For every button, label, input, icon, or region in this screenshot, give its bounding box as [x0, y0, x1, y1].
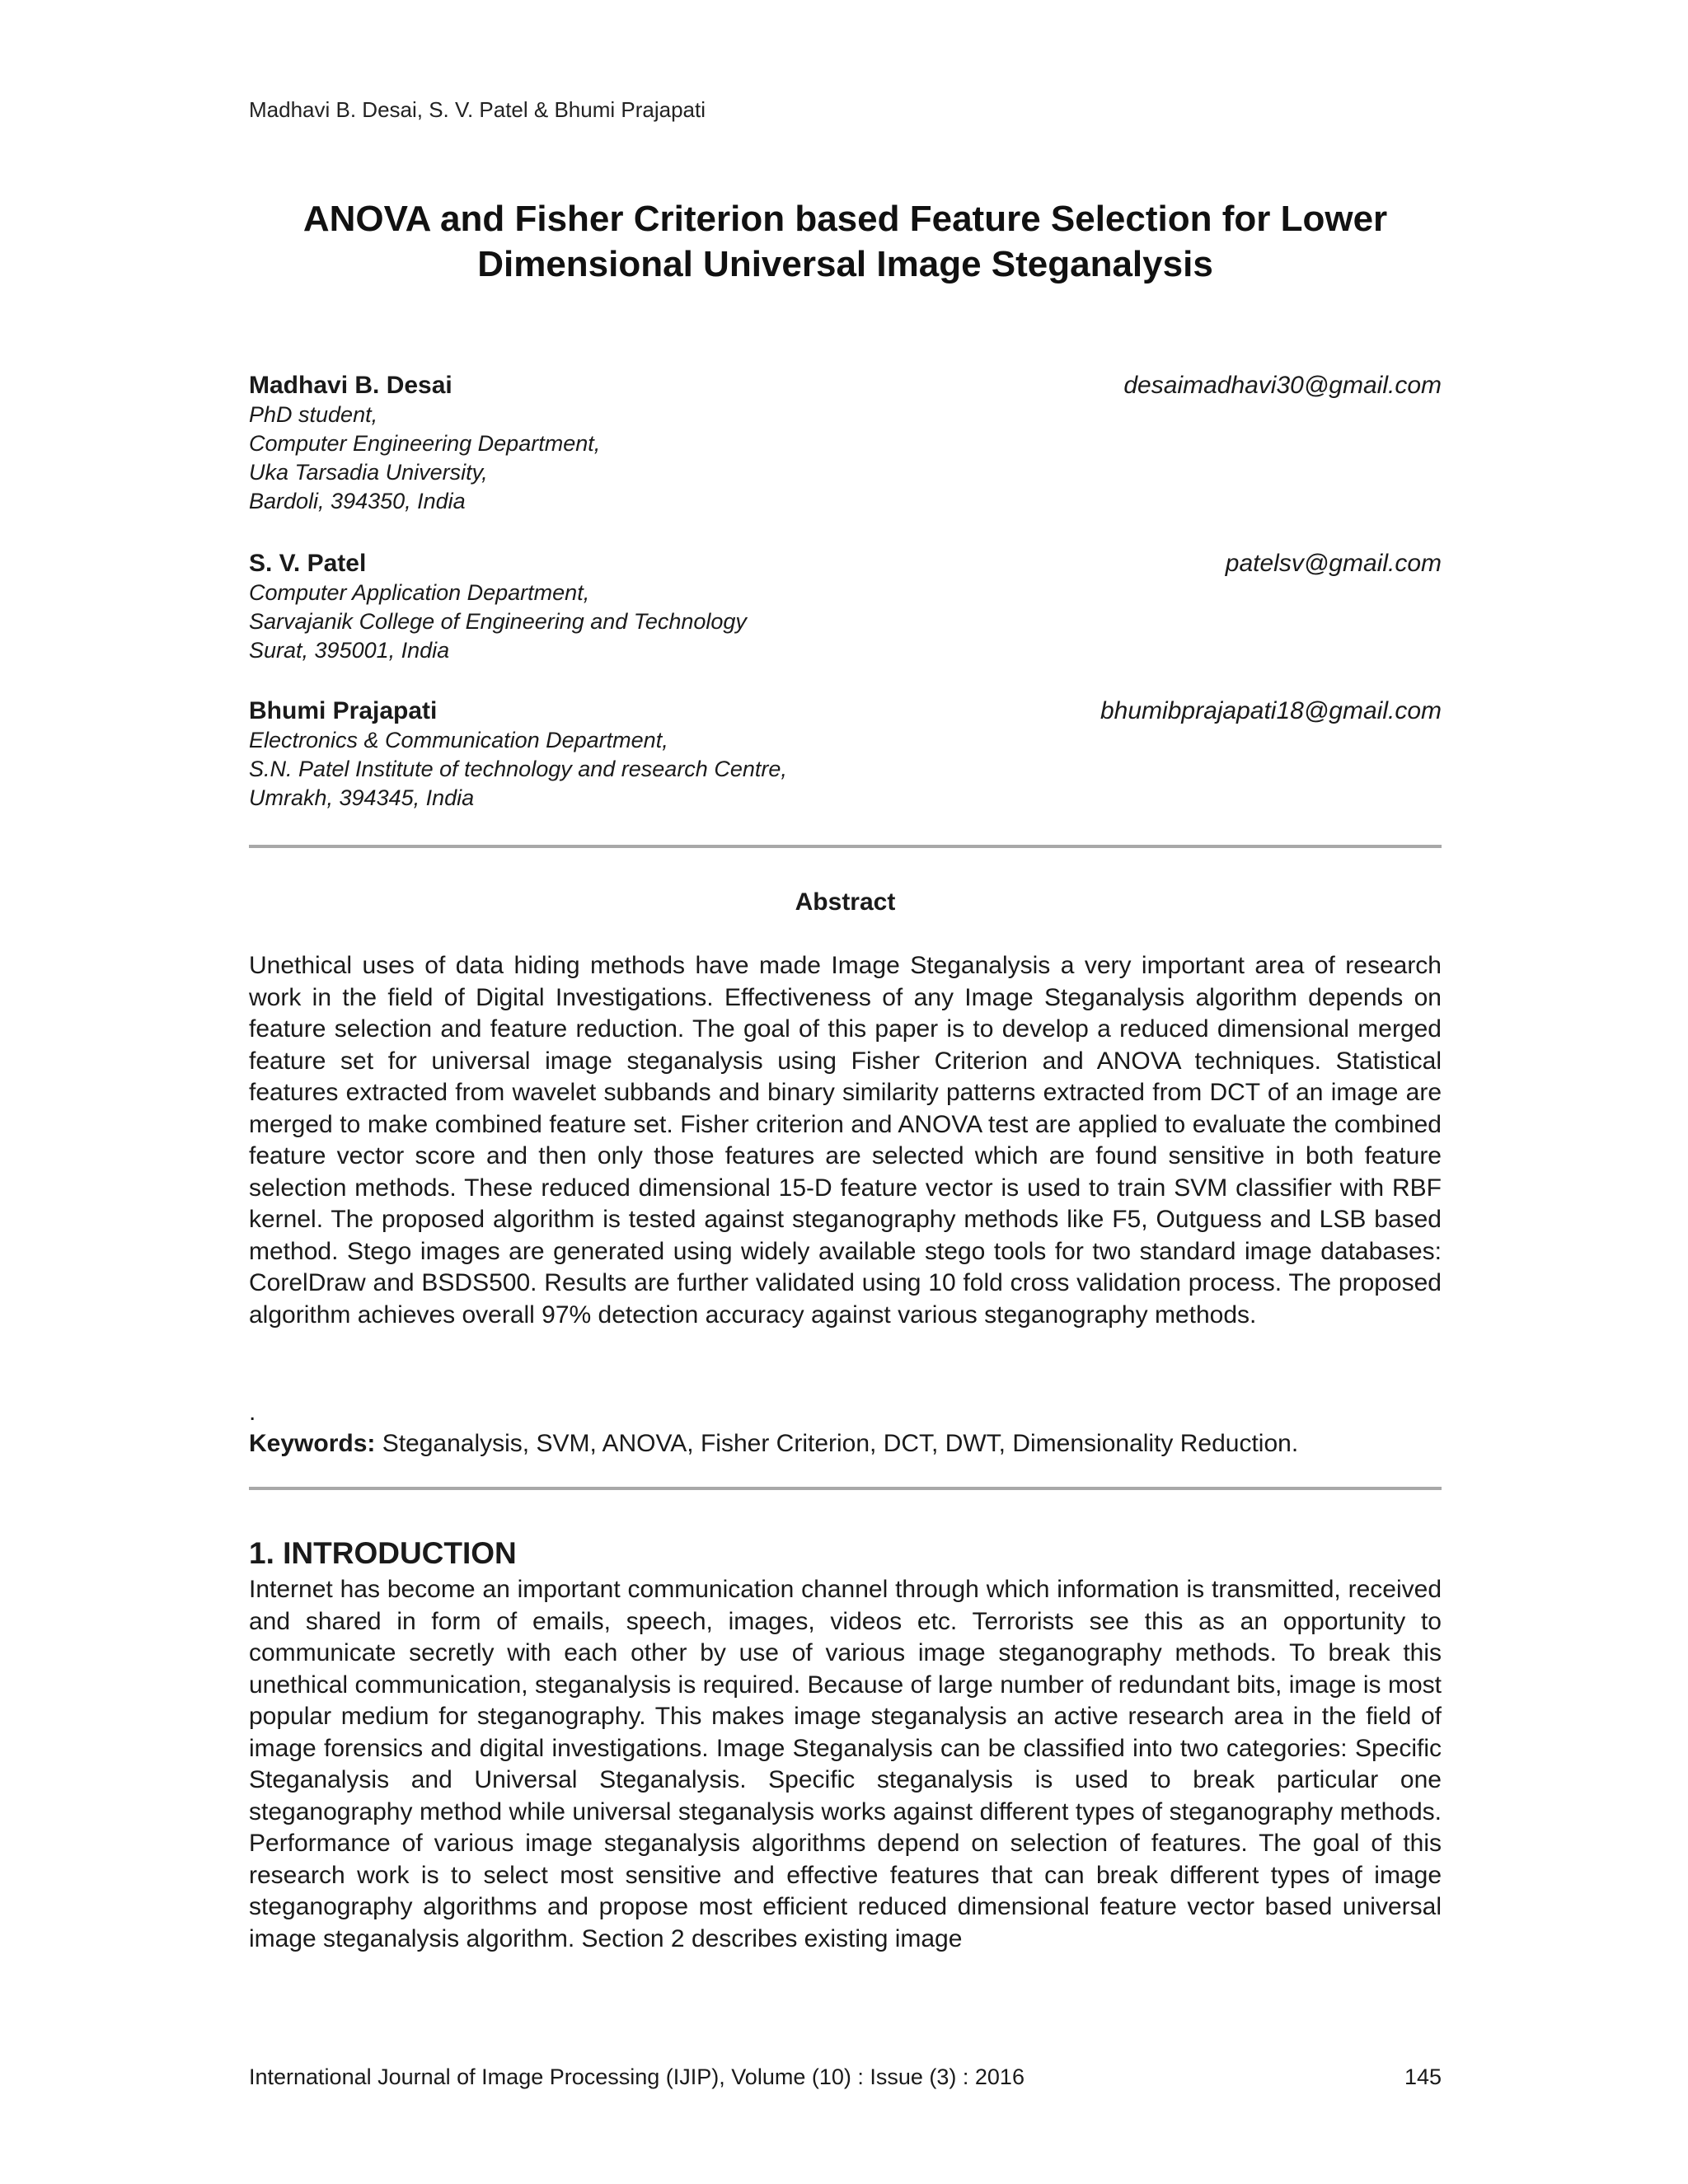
author-block-2: [249, 549, 1442, 665]
footer-journal: International Journal of Image Processing (IJIP), Volume (10) : Issue (3) : 2016: [249, 2064, 1025, 2089]
divider-top: [249, 845, 1442, 848]
affiliation-line: Uka Tarsadia University,: [249, 460, 488, 485]
affiliation-line: Electronics & Communication Department,: [249, 728, 668, 752]
keywords: [249, 1428, 1442, 1460]
running-header: Madhavi B. Desai, S. V. Patel & Bhumi Prajapati: [249, 97, 706, 122]
section-heading-introduction: 1. INTRODUCTION: [249, 1536, 517, 1570]
paper-title: ANOVA and Fisher Criterion based Feature Selection for Lower Dimensional Universal Image Steganalysis: [302, 199, 1388, 284]
affiliation-line: Umrakh, 394345, India: [249, 785, 475, 810]
affiliation-line: PhD student,: [249, 402, 378, 427]
footer-page-number: 145: [1404, 2064, 1442, 2089]
affiliation-line: Computer Engineering Department,: [249, 431, 601, 456]
abstract-heading: Abstract: [795, 888, 896, 916]
author-email: desaimadhavi30@gmail.com: [1123, 372, 1442, 399]
author-email: patelsv@gmail.com: [1225, 550, 1442, 577]
author-name: Bhumi Prajapati: [249, 697, 438, 724]
abstract-trailing-dot: .: [249, 1399, 256, 1426]
affiliation-line: Computer Application Department,: [249, 580, 590, 605]
author-email: bhumibprajapati18@gmail.com: [1100, 697, 1442, 724]
author-block-3: [249, 696, 1442, 813]
keywords-label: Keywords:: [249, 1430, 376, 1457]
author-block-1: [249, 371, 1442, 516]
keywords-text: Steganalysis, SVM, ANOVA, Fisher Criterion, DCT, DWT, Dimensionality Reduction.: [375, 1430, 1299, 1457]
affiliation-line: S.N. Patel Institute of technology and research Centre,: [249, 757, 787, 781]
abstract-text: Unethical uses of data hiding methods have made Image Steganalysis a very important area of research work in the field of Digital Investigations. Effectiveness of any Image Steganalysis algorithm depends on feature selection and feature reduction. The goal of this paper is to develop a reduced dimensional merged feature set for universal image steganalysis using Fisher Criterion and ANOVA techniques. Statistical features extracted from wavelet subbands and binary similarity patterns extracted from DCT of an image are merged to make combined feature set. Fisher criterion and ANOVA test are applied to evaluate the combined feature vector score and then only those features are selected which are found sensitive in both feature selection methods. These reduced dimensional 15-D feature vector is used to train SVM classifier with RBF kernel. The proposed algorithm is tested against steganography methods like F5, Outguess and LSB based method. Stego images are generated using widely available stego tools for two standard image databases: CorelDraw and BSDS500. Results are further validated using 10 fold cross validation process. The proposed algorithm achieves overall 97% detection accuracy against various steganography methods.: [249, 952, 1442, 1329]
author-name: Madhavi B. Desai: [249, 372, 452, 399]
introduction-text: Internet has become an important communication channel through which information is transmitted, received and shared in form of emails, speech, images, videos etc. Terrorists see this as an opportunity to communicate secretly with each other by use of various image steganography methods. To break this unethical communication, steganalysis is required. Because of large number of redundant bits, image is most popular medium for steganography. This makes image steganalysis an active research area in the field of image forensics and digital investigations. Image Steganalysis can be classified into two categories: Specific Steganalysis and Universal Steganalysis. Specific steganalysis is used to break particular one steganography method while universal steganalysis works against different types of steganography methods. Performance of various image steganalysis algorithms depend on selection of features. The goal of this research work is to select most sensitive and effective features that can break different types of image steganography algorithms and propose most efficient reduced dimensional feature vector based universal image steganalysis algorithm. Section 2 describes existing image: [249, 1576, 1442, 1952]
author-name: S. V. Patel: [249, 550, 367, 577]
affiliation-line: Surat, 395001, India: [249, 638, 450, 663]
divider-bottom: [249, 1487, 1442, 1490]
affiliation-line: Sarvajanik College of Engineering and Technology: [249, 609, 747, 634]
affiliation-line: Bardoli, 394350, India: [249, 489, 466, 513]
